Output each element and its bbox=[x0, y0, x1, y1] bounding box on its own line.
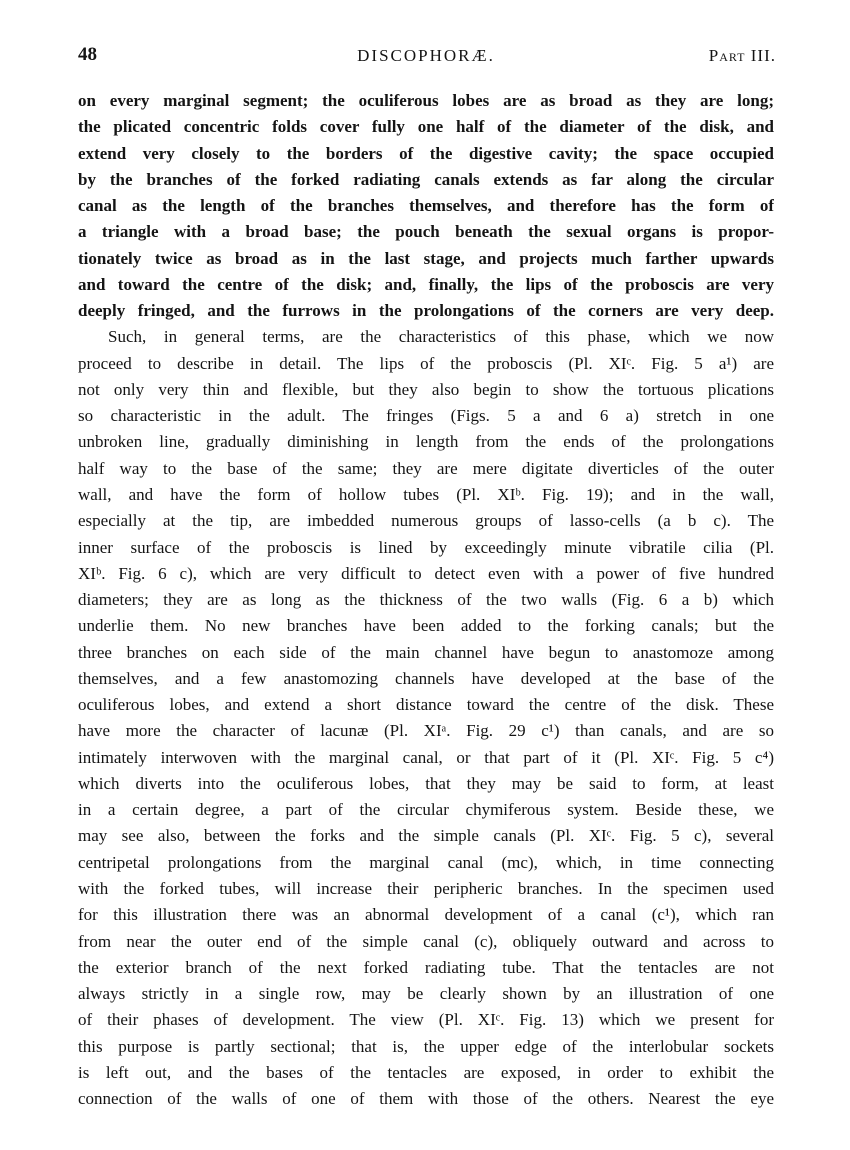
text-line: with the forked tubes, will increase their peripheric branches. In the specimen used bbox=[78, 878, 774, 898]
text-line: from near the outer end of the simple canal (c), obliquely outward and across to bbox=[78, 931, 774, 951]
text-line: proceed to describe in detail. The lips of the proboscis (Pl. XIᶜ. Fig. 5 a¹) are bbox=[78, 353, 774, 373]
text-line: not only very thin and flexible, but they also begin to show the tortuous plications bbox=[78, 379, 774, 399]
text-line: especially at the tip, are imbedded numerous groups of lasso-cells (a b c). The bbox=[78, 511, 774, 531]
text-line: canal as the length of the branches themselves, and therefore has the form of bbox=[78, 196, 774, 216]
text-line: on every marginal segment; the oculiferous lobes are as broad as they are long; bbox=[78, 91, 774, 110]
text-line: the plicated concentric folds cover fully one half of the diameter of the disk, and bbox=[78, 117, 774, 137]
text-line: three branches on each side of the main channel have begun to anastomoze among bbox=[78, 642, 774, 662]
text-line: themselves, and a few anastomozing channels have developed at the base of the bbox=[78, 668, 774, 688]
text-line: underlie them. No new branches have been added to the forking canals; but the bbox=[78, 616, 774, 636]
text-line: intimately interwoven with the marginal canal, or that part of it (Pl. XIᶜ. Fig. 5 c⁴) bbox=[78, 747, 774, 767]
text-line: always strictly in a single row, may be clearly shown by an illustration of one bbox=[78, 984, 774, 1004]
text-line: connection of the walls of one of them with those of the others. Nearest the eye bbox=[78, 1089, 774, 1109]
text-line: and toward the centre of the disk; and, finally, the lips of the proboscis are very bbox=[78, 274, 774, 294]
text-line: inner surface of the proboscis is lined by exceedingly minute vibratile cilia (Pl. bbox=[78, 537, 774, 557]
text-line: may see also, between the forks and the simple canals (Pl. XIᶜ. Fig. 5 c), several bbox=[78, 826, 774, 846]
text-line: by the branches of the forked radiating canals extends as far along the circular bbox=[78, 169, 774, 189]
page-number: 48 bbox=[78, 44, 97, 65]
text-line: in a certain degree, a part of the circular chymiferous system. Beside these, we bbox=[78, 800, 774, 820]
text-line: have more the character of lacunæ (Pl. XIᵃ. Fig. 29 c¹) than canals, and are so bbox=[78, 721, 774, 741]
text-line: tionately twice as broad as in the last stage, and projects much farther upwards bbox=[78, 248, 774, 268]
text-line: for this illustration there was an abnormal development of a canal (c¹), which ran bbox=[78, 905, 774, 925]
body-text bbox=[78, 88, 774, 1112]
part-label: Part III. bbox=[708, 46, 776, 65]
text-line: the exterior branch of the next forked radiating tube. That the tentacles are not bbox=[78, 957, 774, 977]
text-line: extend very closely to the borders of the digestive cavity; the space occupied bbox=[78, 143, 774, 163]
text-line: deeply fringed, and the furrows in the prolongations of the corners are very deep. bbox=[78, 301, 774, 321]
running-title: DISCOPHORÆ. bbox=[357, 46, 495, 65]
text-line: centripetal prolongations from the marginal canal (mc), which, in time connecting bbox=[78, 852, 774, 872]
text-line: half way to the base of the same; they are mere digitate diverticles of the outer bbox=[78, 458, 774, 478]
text-line: this purpose is partly sectional; that is, the upper edge of the interlobular sockets bbox=[78, 1036, 774, 1056]
text-line: so characteristic in the adult. The fringes (Figs. 5 a and 6 a) stretch in one bbox=[78, 406, 774, 426]
text-line: unbroken line, gradually diminishing in length from the ends of the prolongations bbox=[78, 432, 774, 452]
text-line: of their phases of development. The view (Pl. XIᶜ. Fig. 13) which we present for bbox=[78, 1010, 774, 1030]
text-line: wall, and have the form of hollow tubes (Pl. XIᵇ. Fig. 19); and in the wall, bbox=[78, 484, 774, 504]
text-line: Such, in general terms, are the characteristics of this phase, which we now bbox=[108, 327, 774, 347]
text-line: oculiferous lobes, and extend a short distance toward the centre of the disk. These bbox=[78, 695, 774, 715]
text-line: diameters; they are as long as the thickness of the two walls (Fig. 6 a b) which bbox=[78, 590, 774, 610]
text-line: XIᵇ. Fig. 6 c), which are very difficult to detect even with a power of five hundred bbox=[78, 563, 774, 583]
text-line: a triangle with a broad base; the pouch beneath the sexual organs is propor- bbox=[78, 222, 774, 242]
text-line: which diverts into the oculiferous lobes, that they may be said to form, at least bbox=[78, 773, 774, 793]
page-header bbox=[76, 44, 776, 74]
text-line: is left out, and the bases of the tentacles are exposed, in order to exhibit the bbox=[78, 1062, 774, 1082]
